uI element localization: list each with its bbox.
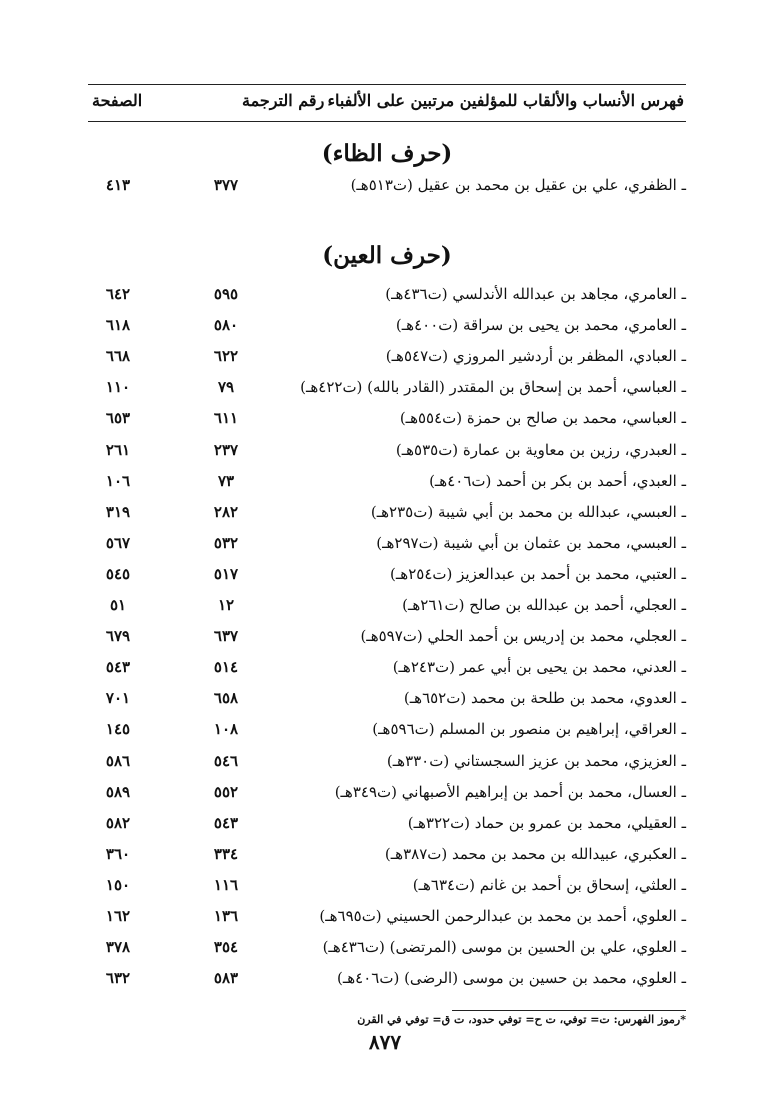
- page-ref: ٣٦٠: [105, 844, 131, 863]
- page-ref: ٥٤٣: [105, 658, 131, 677]
- entry-name: ـ العبسي، محمد بن عثمان بن أبي شيبة (ت٢٩٧هـ): [376, 533, 686, 552]
- entry-name: ـ العباسي، أحمد بن إسحاق بن المقتدر (القادر بالله) (ت٤٢٢هـ): [300, 378, 686, 397]
- entry-name: ـ العبادي، المظفر بن أردشير المروزي (ت٥٤٧هـ): [385, 347, 686, 366]
- page-ref: ٦٤٢: [105, 285, 131, 303]
- index-row: [88, 625, 686, 653]
- page-ref: ٥٤٥: [105, 564, 131, 583]
- index-row: [88, 750, 686, 778]
- index-row: [88, 345, 686, 373]
- translation-number: ٧٩: [217, 378, 235, 397]
- entry-name: ـ العلوي، علي بن الحسين بن موسى (المرتضى) (ت٤٣٦هـ): [322, 938, 686, 957]
- index-row: [88, 439, 686, 467]
- translation-number: ٦٥٨: [213, 689, 239, 708]
- entry-name: ـ العجلي، محمد بن إدريس بن أحمد الحلي (ت٥٩٧هـ): [360, 627, 686, 646]
- page-header: [88, 84, 686, 122]
- entry-name: ـ العزيزي، محمد بن عزيز السجستاني (ت٣٣٠هـ): [386, 751, 686, 770]
- translation-number: ٦٣٧: [213, 627, 239, 646]
- page-ref: ٦٣٢: [105, 969, 131, 988]
- page-number: ٨٧٧: [368, 1030, 402, 1054]
- translation-number: ١١٦: [213, 875, 239, 894]
- page-ref: ١٥٠: [105, 875, 131, 894]
- translation-number: ٥٣٢: [213, 533, 239, 552]
- entry-name: ـ العلثي، إسحاق بن أحمد بن غانم (ت٦٣٤هـ): [412, 875, 686, 894]
- index-row: [88, 781, 686, 809]
- translation-number: ٥٥٢: [213, 782, 239, 801]
- entry-name: ـ العامري، مجاهد بن عبدالله الأندلسي (ت٤٣٦هـ): [385, 285, 686, 303]
- index-row: [88, 687, 686, 715]
- index-row: [88, 812, 686, 840]
- section-heading: (حرف العين): [322, 242, 452, 269]
- translation-number: ٧٣: [217, 471, 235, 490]
- entry-name: ـ العلوي، أحمد بن محمد بن عبدالرحمن الحسيني (ت٦٩٥هـ): [319, 907, 686, 925]
- entry-name: ـ الظفري، علي بن عقيل بن محمد بن عقيل (ت٥١٣هـ): [350, 176, 686, 194]
- translation-number: ٣٧٧: [213, 176, 239, 194]
- page-ref: ٦٧٩: [105, 627, 131, 646]
- page-ref: ٦٦٨: [105, 347, 131, 366]
- page-ref: ٥٦٧: [105, 533, 131, 552]
- page-ref: ١١٠: [105, 378, 131, 397]
- index-row: [88, 843, 686, 871]
- page-ref: ٢٦١: [105, 440, 131, 459]
- column-header-number: رقم الترجمة: [242, 91, 325, 110]
- translation-number: ٥٤٦: [213, 751, 239, 770]
- index-row: [88, 407, 686, 435]
- footnote: *رموز الفهرس: ت= توفي، ت ح= توفي حدود، ت ق= توفي في القرن: [452, 1010, 686, 1026]
- entry-name: ـ العدني، محمد بن يحيى بن أبي عمر (ت٢٤٣هـ): [392, 658, 686, 677]
- page-ref: ٤١٣: [105, 176, 131, 194]
- header-title: فهرس الأنساب والألقاب للمؤلفين مرتبين على الألفباء: [327, 91, 684, 110]
- translation-number: ٥٨٠: [213, 316, 239, 335]
- page-ref: ٥٨٢: [105, 813, 131, 832]
- page-ref: ٦٥٣: [105, 409, 131, 428]
- page-ref: ٦١٨: [105, 316, 131, 335]
- entry-name: ـ العلوي، محمد بن حسين بن موسى (الرضى) (ت٤٠٦هـ): [337, 969, 686, 988]
- page-ref: ١٤٥: [105, 720, 131, 739]
- entry-name: ـ العبدري، رزين بن معاوية بن عمارة (ت٥٣٥هـ): [395, 440, 686, 459]
- translation-number: ١٠٨: [213, 720, 239, 739]
- translation-number: ٥٨٣: [213, 969, 239, 988]
- entry-name: ـ العتبي، محمد بن أحمد بن عبدالعزيز (ت٢٥٤هـ): [390, 564, 686, 583]
- page-ref: ٣١٩: [105, 502, 131, 521]
- page-ref: ٥٨٦: [105, 751, 131, 770]
- index-row: [88, 174, 686, 202]
- entry-name: ـ العامري، محمد بن يحيى بن سراقة (ت٤٠٠هـ): [395, 316, 686, 335]
- entry-name: ـ العبسي، عبدالله بن محمد بن أبي شيبة (ت٢٣٥هـ): [370, 502, 686, 521]
- translation-number: ٥٩٥: [213, 285, 239, 303]
- index-row: [88, 563, 686, 591]
- translation-number: ٥١٧: [213, 564, 239, 583]
- translation-number: ٢٨٢: [213, 502, 239, 521]
- entry-name: ـ العكبري، عبيدالله بن محمد بن محمد (ت٣٨٧هـ): [384, 844, 686, 863]
- entry-name: ـ العقيلي، محمد بن عمرو بن حماد (ت٣٢٢هـ): [407, 813, 686, 832]
- entry-name: ـ العبدي، أحمد بن بكر بن أحمد (ت٤٠٦هـ): [429, 471, 686, 490]
- entry-name: ـ العسال، محمد بن أحمد بن إبراهيم الأصبهاني (ت٣٤٩هـ): [334, 782, 686, 801]
- translation-number: ٥١٤: [213, 658, 239, 677]
- page-ref: ٣٧٨: [105, 938, 131, 957]
- page-ref: ٧٠١: [105, 689, 131, 708]
- entry-name: ـ العدوي، محمد بن طلحة بن محمد (ت٦٥٢هـ): [403, 689, 686, 708]
- translation-number: ٥٤٣: [213, 813, 239, 832]
- translation-number: ٢٣٧: [213, 440, 239, 459]
- translation-number: ٣٣٤: [213, 844, 239, 863]
- index-row: [88, 594, 686, 622]
- index-row: [88, 501, 686, 529]
- translation-number: ٣٥٤: [213, 938, 239, 957]
- index-row: [88, 283, 686, 311]
- column-header-page: الصفحة: [92, 91, 143, 110]
- translation-number: ١٢: [217, 596, 235, 614]
- entry-name: ـ العراقي، إبراهيم بن منصور بن المسلم (ت٥٩٦هـ): [372, 720, 686, 739]
- index-row: [88, 656, 686, 684]
- index-row: [88, 905, 686, 933]
- index-row: [88, 532, 686, 560]
- page-ref: ٥١: [109, 596, 127, 614]
- translation-number: ٦٢٢: [213, 347, 239, 366]
- index-row: [88, 936, 686, 964]
- index-row: [88, 718, 686, 746]
- index-row: [88, 470, 686, 498]
- index-row: [88, 314, 686, 342]
- entry-name: ـ العجلي، أحمد بن عبدالله بن صالح (ت٢٦١هـ): [402, 596, 686, 614]
- index-row: [88, 376, 686, 404]
- page-ref: ١٦٢: [105, 907, 131, 925]
- index-row: [88, 874, 686, 902]
- page-ref: ١٠٦: [105, 471, 131, 490]
- index-row: [88, 967, 686, 995]
- translation-number: ٦١١: [213, 409, 239, 428]
- entry-name: ـ العباسي، محمد بن صالح بن حمزة (ت٥٥٤هـ): [399, 409, 686, 428]
- translation-number: ١٣٦: [213, 907, 239, 925]
- page-ref: ٥٨٩: [105, 782, 131, 801]
- section-heading: (حرف الظاء): [321, 140, 453, 167]
